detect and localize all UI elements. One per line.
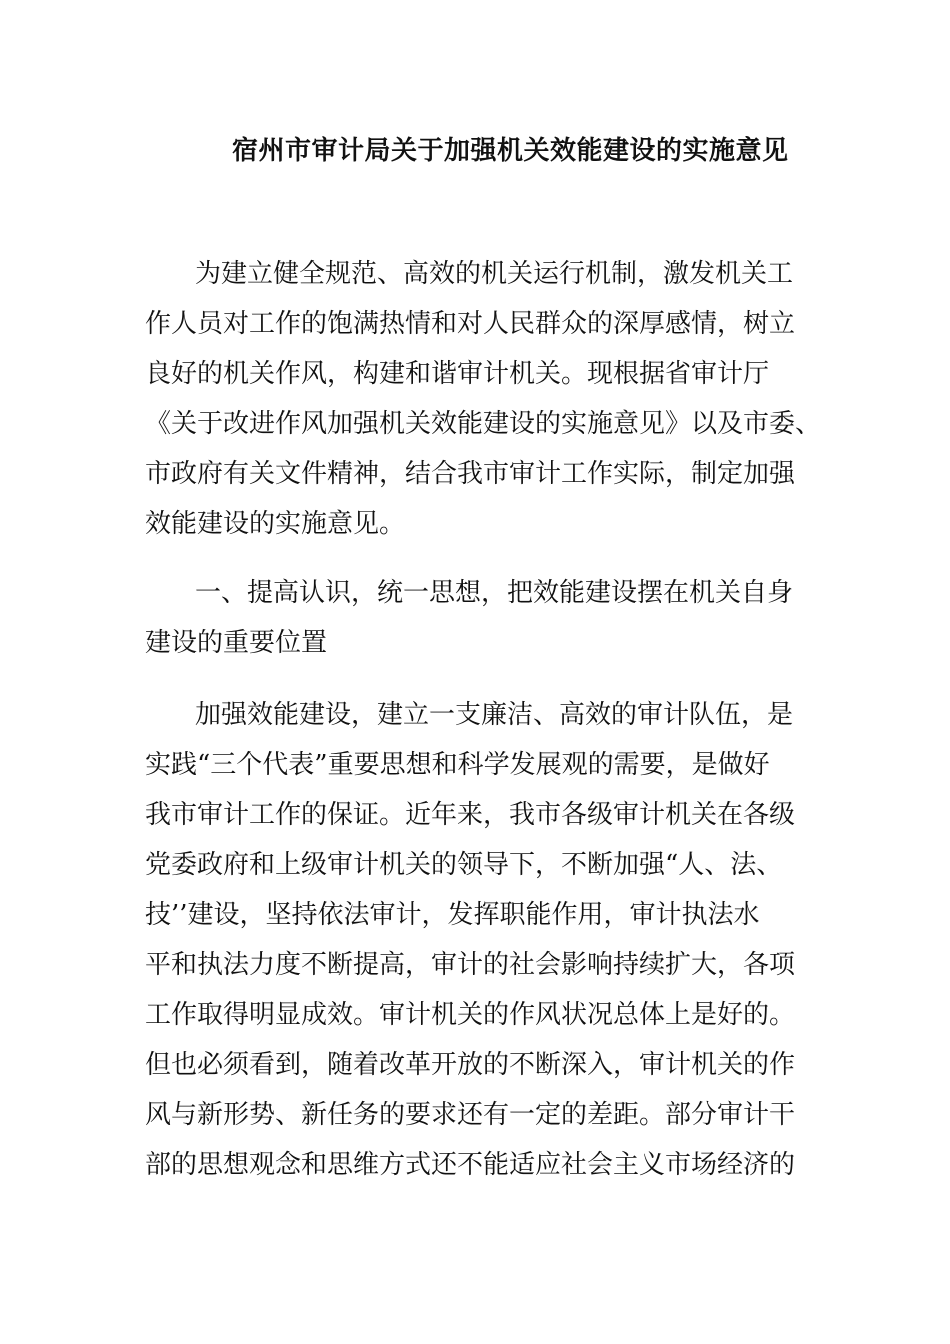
paragraph-1-line-1: 为建立健全规范、高效的机关运行机制，激发机关工 — [195, 259, 794, 289]
paragraph-2-line-4: 党委政府和上级审计机关的领导下，不断加强“人、法、 — [145, 850, 783, 880]
paragraph-2-line-10: 部的思想观念和思维方式还不能适应社会主义市场经济的 — [145, 1150, 796, 1180]
paragraph-1-line-3: 良好的机关作风，构建和谐审计机关。现根据省审计厅 — [145, 359, 770, 389]
paragraph-2-line-2: 实践“三个代表”重要思想和科学发展观的需要，是做好 — [145, 750, 770, 780]
paragraph-2-line-1: 加强效能建设，建立一支廉洁、高效的审计队伍，是 — [195, 700, 794, 730]
paragraph-2-line-9: 风与新形势、新任务的要求还有一定的差距。部分审计干 — [145, 1100, 796, 1130]
paragraph-2-line-5: 技’’建设，坚持依法审计，发挥职能作用，审计执法水 — [145, 900, 760, 930]
paragraph-2-line-8: 但也必须看到，随着改革开放的不断深入，审计机关的作 — [145, 1050, 796, 1080]
paragraph-2-line-6: 平和执法力度不断提高，审计的社会影响持续扩大，各项 — [145, 950, 796, 980]
paragraph-1-line-2: 作人员对工作的饱满热情和对人民群众的深厚感情，树立 — [145, 309, 796, 339]
paragraph-2-line-7: 工作取得明显成效。审计机关的作风状况总体上是好的。 — [145, 1000, 796, 1030]
section-heading-1-line-1: 一、提高认识，统一思想，把效能建设摆在机关自身 — [195, 578, 794, 608]
paragraph-2-line-3: 我市审计工作的保证。近年来，我市各级审计机关在各级 — [145, 800, 796, 830]
document-title: 宿州市审计局关于加强机关效能建设的实施意见 — [232, 136, 789, 166]
paragraph-1-line-5: 市政府有关文件精神，结合我市审计工作实际，制定加强 — [145, 459, 796, 489]
paragraph-1-line-6: 效能建设的实施意见。 — [145, 509, 406, 539]
section-heading-1-line-2: 建设的重要位置 — [145, 628, 328, 658]
paragraph-1-line-4: 《关于改进作风加强机关效能建设的实施意见》以及市委、 — [145, 409, 822, 439]
